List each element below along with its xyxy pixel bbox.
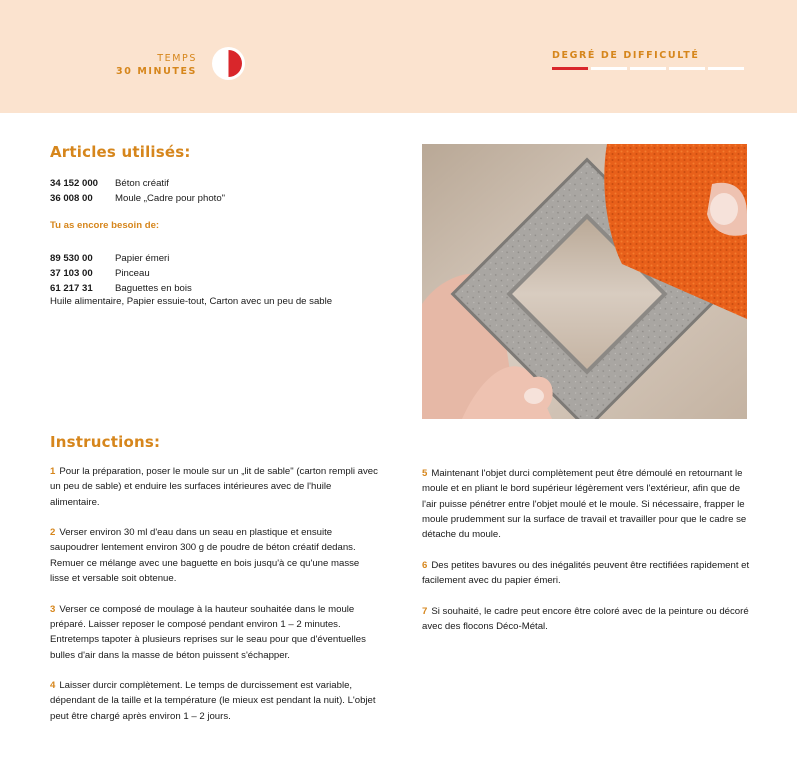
article-number: 37 103 00 <box>50 268 93 279</box>
list-item <box>50 266 192 281</box>
instruction-step <box>50 602 380 663</box>
step-number: 3 <box>50 603 56 615</box>
instruction-step <box>50 525 380 586</box>
time-label: TEMPS <box>157 53 197 64</box>
instruction-step <box>422 466 752 542</box>
step-number: 7 <box>422 605 428 617</box>
articles-title: Articles utilisés: <box>50 143 191 161</box>
difficulty <box>552 50 744 70</box>
extra-supplies: Huile alimentaire, Papier essuie-tout, Carton avec un peu de sable <box>50 296 333 307</box>
instructions-column-right <box>422 466 752 650</box>
difficulty-segment <box>591 67 627 70</box>
need-list <box>50 251 192 296</box>
concrete-frame-sanding-photo <box>422 144 747 419</box>
article-name: Papier émeri <box>115 253 170 264</box>
time-info <box>116 52 197 78</box>
list-item <box>50 281 192 296</box>
step-text: Pour la préparation, poser le moule sur un „lit de sable" (carton rempli avec un peu de sable) et enduire les surfaces intérieures avec de l'huile alimentaire. <box>50 466 378 508</box>
step-text: Des petites bavures ou des inégalités peuvent être rectifiées rapidement et facilement avec du papier émeri. <box>422 559 750 587</box>
article-number: 89 530 00 <box>50 253 93 264</box>
step-number: 2 <box>50 527 56 539</box>
step-number: 6 <box>422 559 428 571</box>
list-item <box>50 191 225 206</box>
article-name: Pinceau <box>115 268 150 279</box>
header-band <box>0 0 797 113</box>
article-name: Baguettes en bois <box>115 283 192 294</box>
articles-list <box>50 176 225 206</box>
need-title: Tu as encore besoin de: <box>50 220 160 231</box>
step-number: 5 <box>422 468 428 479</box>
difficulty-segment <box>630 67 666 70</box>
clock-icon <box>212 47 245 80</box>
article-name: Moule „Cadre pour photo" <box>115 193 226 204</box>
list-item <box>50 251 192 266</box>
instruction-step <box>50 678 380 724</box>
difficulty-segment <box>552 67 588 70</box>
instruction-step <box>422 604 752 635</box>
step-number: 1 <box>50 466 56 477</box>
instructions-title: Instructions: <box>50 433 161 451</box>
difficulty-segment <box>669 67 705 70</box>
step-text: Laisser durcir complètement. Le temps de durcissement est variable, dépendant de la taille et la température (le mieux est pendant la nuit). L'objet peut être chargé après environ 1 – 2 jours. <box>50 680 376 722</box>
step-number: 4 <box>50 680 56 692</box>
article-number: 36 008 00 <box>50 193 93 204</box>
list-item <box>50 176 225 191</box>
difficulty-segment <box>708 67 744 70</box>
article-name: Béton créatif <box>115 178 169 189</box>
step-text: Si souhaité, le cadre peut encore être coloré avec de la peinture ou décoré avec des flocons Déco-Métal. <box>422 605 749 632</box>
step-text: Verser ce composé de moulage à la hauteur souhaitée dans le moule préparé. Laisser reposer le composé pendant environ 1 – 2 minutes. Entretemps tapoter à plusieurs reprises sur le seau pour que d'éventuelles bulles d'air dans la masse de béton puissent s'échapper. <box>50 603 366 661</box>
instruction-step <box>50 464 380 510</box>
difficulty-label: DEGRÉ DE DIFFICULTÉ <box>552 50 700 61</box>
instructions-column-left <box>50 464 380 739</box>
step-text: Maintenant l'objet durci complètement peut être démoulé en retournant le moule et en pliant le bord supérieur légèrement vers l'extérieur, afin que de l'air puisse pénétrer entre l'objet moulé et le moule. Si nécessaire, frapper le moule prudemment sur la surface de travail et travailler pour que le cadre se détache du moule. <box>422 468 747 541</box>
article-number: 34 152 000 <box>50 178 99 189</box>
article-number: 61 217 31 <box>50 283 93 294</box>
instruction-step <box>422 558 752 589</box>
time-value: 30 MINUTES <box>116 66 197 77</box>
step-text: Verser environ 30 ml d'eau dans un seau en plastique et ensuite saupoudrer lentement environ 300 g de poudre de béton créatif dedans. Remuer ce mélange avec une baguette en bois jusqu'à ce qu'une masse lisse et versable soit obtenue. <box>50 527 360 585</box>
difficulty-bar <box>552 67 744 70</box>
